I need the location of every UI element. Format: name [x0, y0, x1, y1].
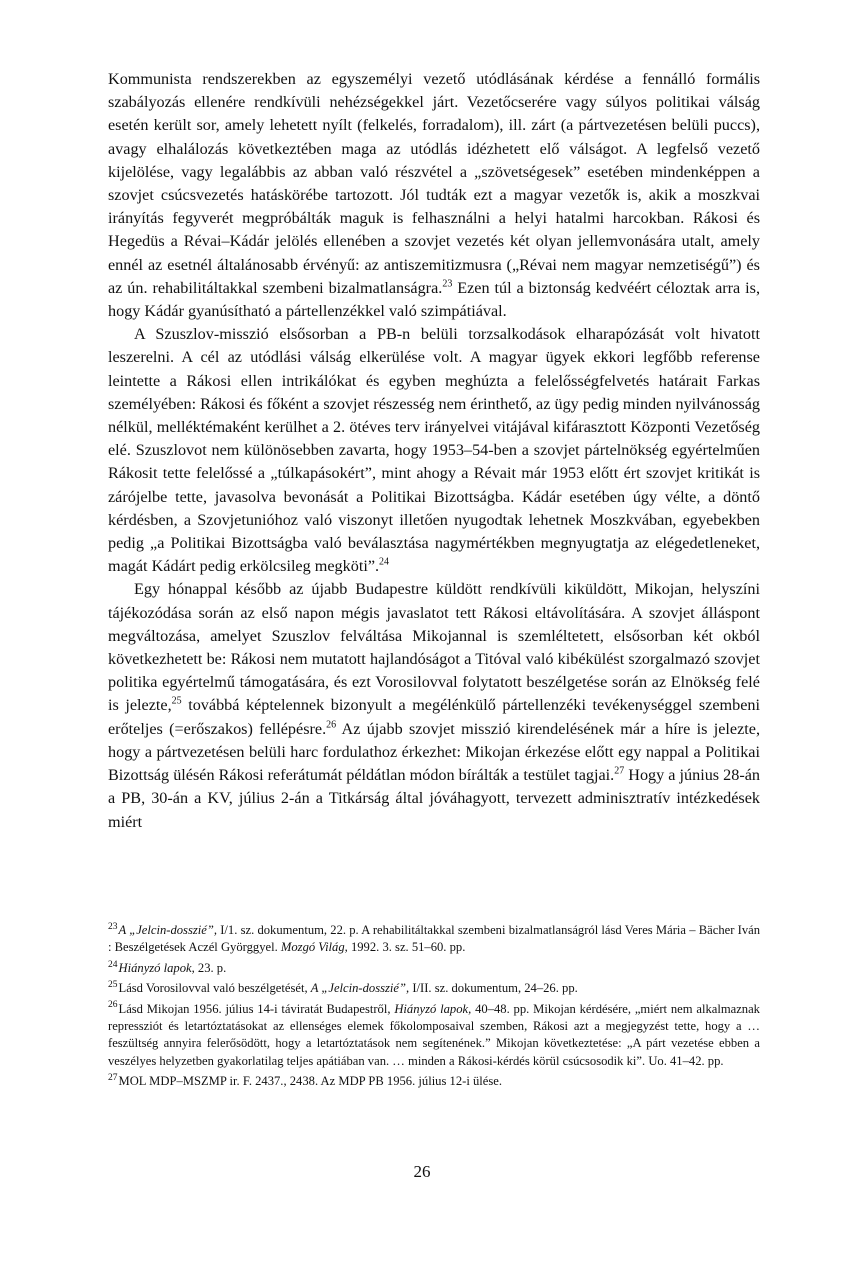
footnote-text: MOL MDP–MSZMP ir. F. 2437., 2438. Az MDP PB 1956. július 12-i ülése. — [118, 1074, 502, 1089]
footnotes — [108, 922, 760, 1094]
paragraph-3-text-cont-3: Hogy a június 28-án a PB, 30-án a KV, július 2-án a Titkárság által jóváhagyott, tervezett adminisztratív intézkedések miért — [108, 766, 760, 831]
footnote-text: 40–48. pp. Mikojan kérdésére, „miért nem alkalmaznak repressziót és letartóztatásokat az ellenséges elemek főkolomposaival szemben, Rákosi azt a megjegyzést tette, hogy a … feszültség annyira felerősödött, hogy a letartóztatások nem segítenének.” Mikojan következtetése: „A párt vezetése ebben a veszélyes helyzetben gyakorlatilag teljes apátiában van. … minden a Rákosi-kérdés körül csúcsosodik ki”. Uo. 41–42. pp. — [108, 1001, 760, 1068]
paragraph-3-text: Egy hónappal később az újabb Budapestre küldött rendkívüli kiküldött, Mikojan, helyszíni tájékozódása során az első napon mégis javaslatot tett Rákosi eltávolítására. A szovjet álláspont megváltozása, amelyet Szuszlov felváltása Mikojannal is szemléltetett, elsősorban két okból következhetett be: Rákosi nem mutatott hajlandóságot a Titóval való kibékülést szorgalmazó szovjet politika egyértelmű támogatására, és ezt Vorosilovval folytatott beszélgetése során az Elnökség felé is jelezte, — [108, 580, 760, 715]
paragraph-1-text-cont: Ezen túl a biztonság kedvéért céloztak arra is, hogy Kádár gyanúsítható a pártellenzékkel való szimpátiával. — [108, 278, 760, 321]
footnote-25 — [108, 980, 760, 997]
footnote-text: 23. p. — [194, 960, 227, 975]
footnote-ref-26[interactable]: 26 — [326, 719, 337, 731]
footnote-italic: A „Jelcin-dosszié”, — [118, 923, 217, 937]
footnote-text: I/1. sz. dokumentum, 22. p. A rehabilitáltakkal szembeni bizalmatlanságról lásd Veres Mária – Bächer Iván : Beszélgetések Aczél Györggyel. — [108, 923, 761, 955]
footnote-number: 25 — [108, 980, 118, 991]
footnote-italic: Hiányzó lapok, — [394, 1001, 472, 1016]
paragraph-3-text-cont-2: Az újabb szovjet misszió kirendelésének már a híre is jelezte, hogy a pártvezetésen belüli harc fordulathoz érkezhet: Mikojan érkezése előtt egy nappal a Politikai Bizottság ülésén Rákosi referátumát példátlan módon bírálták a testület tagjai. — [108, 719, 760, 785]
paragraph-2 — [108, 323, 760, 578]
footnote-ref-25[interactable]: 25 — [171, 696, 182, 708]
footnote-ref-27[interactable]: 27 — [614, 765, 625, 777]
body-text — [108, 68, 760, 834]
footnote-24 — [108, 960, 760, 977]
footnote-number: 26 — [108, 1000, 118, 1011]
paragraph-1 — [108, 68, 760, 323]
footnote-italic: Mozgó Világ, — [280, 940, 348, 955]
footnote-italic: A „Jelcin-dosszié”, — [310, 981, 410, 996]
footnote-text: Lásd Vorosilovval való beszélgetését, — [118, 981, 311, 996]
paragraph-3 — [108, 578, 760, 833]
page-number: 26 — [413, 1162, 431, 1181]
paragraph-3-text-cont: továbbá képtelennek bizonyult a megélénkülő pártellenzéki tevékenységgel szembeni erőteljes (=erőszakos) fellépésre. — [108, 696, 760, 738]
footnote-text: I/II. sz. dokumentum, 24–26. pp. — [409, 981, 578, 996]
footnote-text: Lásd Mikojan 1956. július 14-i táviratát Budapestről, — [118, 1001, 395, 1016]
footnote-number: 27 — [108, 1073, 118, 1084]
footnote-26 — [108, 1001, 760, 1071]
footnote-italic: Hiányzó lapok, — [118, 960, 195, 975]
footnote-ref-23[interactable]: 23 — [442, 278, 453, 290]
footnote-text: 1992. 3. sz. 51–60. pp. — [347, 940, 466, 955]
footnote-number: 23 — [108, 921, 118, 932]
footnote-ref-24[interactable]: 24 — [379, 556, 390, 568]
footnote-27 — [108, 1073, 760, 1090]
footnote-23 — [108, 922, 760, 957]
paragraph-2-text: A Szuszlov-misszió elsősorban a PB-n belüli torzsalkodások elharapózását volt hivatott leszerelni. A cél az utódlási válság elkerülése volt. A magyar ügyek ekkori legfőbb referense leintette a Rákosi ellen intrikálókat és egyben meghúzta a felelősségfelvetés határait Farkas személyében: Rákosi és főként a szovjet részesség nem érinthető, az ügy pedig minden nyilvánosság nélkül, melléktémaként kerülhet a 2. ötéves terv irányelvei vitájával kifárasztott Központi Vezetőség elé. Szuszlovot nem különösebben zavarta, hogy 1953–54-ben a szovjet pártelnökség egyértelműen Rákosit tette felelőssé a „túlkapásokért”, mint ahogy a Révait már 1953 előtt ért szovjet kritikát is zárójelbe tette, javasolva bevonását a Politikai Bizottságba. Kádár esetében úgy vélte, a döntő kérdésben, a Szovjetunióhoz való viszonyt illetően nyugodtak lehetnek Moszkvában, egyebekben pedig „a Politikai Bizottságba való beválasztása nagymértékben megnyugtatja az elégedetleneket, magát Kádárt pedig erkölcsileg megköti”. — [108, 325, 760, 576]
footnote-number: 24 — [108, 959, 118, 970]
paragraph-1-text: Kommunista rendszerekben az egyszemélyi vezető utódlásának kérdése a fennálló formális szabályozás ellenére rendkívüli nehézségekkel járt. Vezetőcserére vagy súlyos politikai válság esetén került sor, amely lehetett nyílt (felkelés, forradalom), ill. zárt (a pártvezetésen belüli puccs), avagy elhalálozás következtében maga az utódlás idézhetett elő válságot. A legfelső vezető kijelölése, vagy legalábbis az abban való részvétel a „szövetségesek” esetében mindenképpen a szovjet csúcsvezetés hatáskörébe tartozott. Jól tudták ezt a magyar vezetők is, akik a moszkvai irányítás fegyverét megpróbálták maguk is felhasználni a helyi hatalmi harcokban. Rákosi és Hegedüs a Révai–Kádár jelölés ellenében a szovjet vezetés két olyan jellemvonására utalt, amely ennél az esetnél általánosabb érvényű: az antiszemitizmusra („Révai nem magyar nemzetiségű”) és az ún. rehabilitáltakkal szembeni bizalmatlanságra. — [108, 70, 760, 297]
